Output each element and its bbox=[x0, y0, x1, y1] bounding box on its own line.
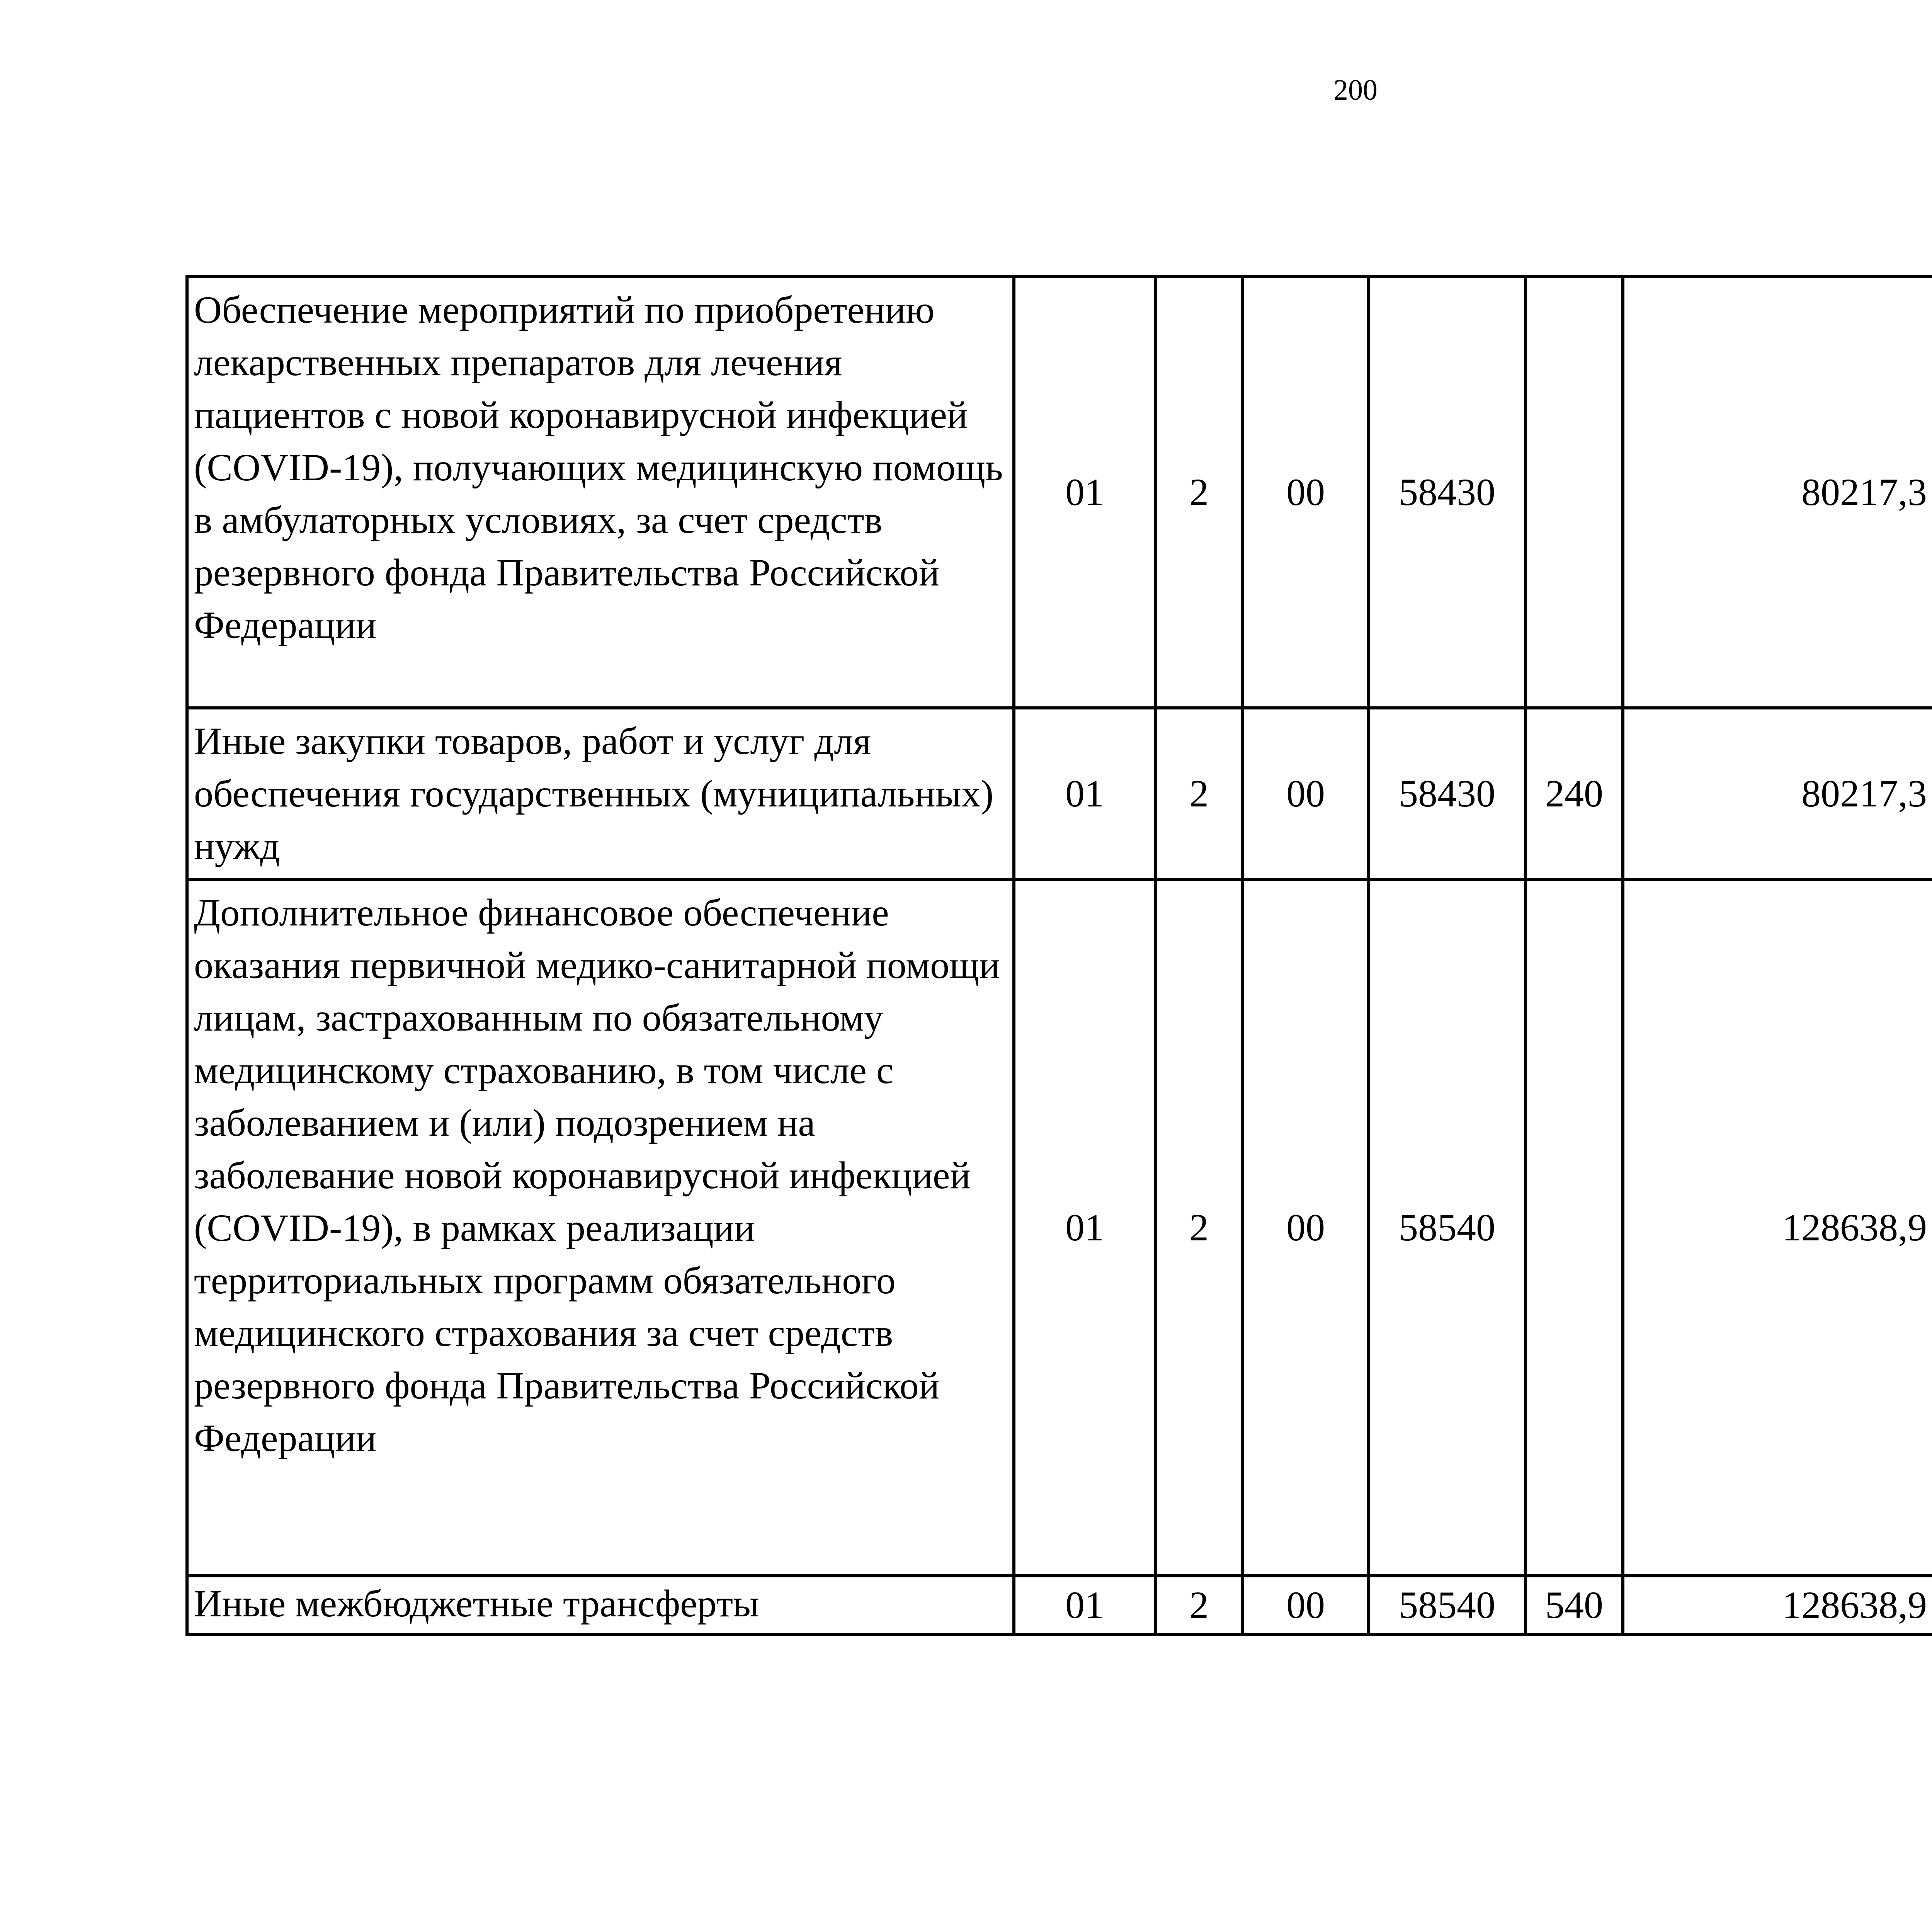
code-direction: 58540 bbox=[1369, 1576, 1526, 1635]
code-subprogram: 2 bbox=[1155, 879, 1243, 1576]
code-expense-type bbox=[1526, 277, 1623, 708]
code-subprogram: 2 bbox=[1155, 708, 1243, 879]
code-subprogram: 2 bbox=[1155, 277, 1243, 708]
amount-cell: 80217,3 bbox=[1623, 708, 1932, 879]
code-event: 00 bbox=[1243, 1576, 1369, 1635]
amount-cell: 80217,3 bbox=[1623, 277, 1932, 708]
page-number: 200 bbox=[1333, 74, 1378, 106]
code-subprogram: 2 bbox=[1155, 1576, 1243, 1635]
budget-table bbox=[185, 275, 1932, 1636]
code-event: 00 bbox=[1243, 277, 1369, 708]
amount-cell: 128638,9 bbox=[1623, 1576, 1932, 1635]
code-event: 00 bbox=[1243, 708, 1369, 879]
code-expense-type bbox=[1526, 879, 1623, 1576]
table-row bbox=[187, 708, 1932, 879]
table-row bbox=[187, 1576, 1932, 1635]
code-program: 01 bbox=[1014, 277, 1155, 708]
row-description: Обеспечение мероприятий по приобретению лекарственных препаратов для лечения пациентов с новой коронавирусной инфекцией (COVID-19), получающих медицинскую помощь в амбулаторных условиях, за счет средств резервного фонда Правительства Российской Федерации bbox=[187, 277, 1014, 708]
code-program: 01 bbox=[1014, 1576, 1155, 1635]
row-description: Иные закупки товаров, работ и услуг для обеспечения государственных (муниципальных) нужд bbox=[187, 708, 1014, 879]
table-row bbox=[187, 277, 1932, 708]
amount-cell: 128638,9 bbox=[1623, 879, 1932, 1576]
table-row bbox=[187, 879, 1932, 1576]
code-event: 00 bbox=[1243, 879, 1369, 1576]
code-direction: 58430 bbox=[1369, 708, 1526, 879]
code-direction: 58430 bbox=[1369, 277, 1526, 708]
code-program: 01 bbox=[1014, 708, 1155, 879]
row-description: Иные межбюджетные трансферты bbox=[187, 1576, 1014, 1635]
row-description: Дополнительное финансовое обеспечение оказания первичной медико-санитарной помощи лицам, застрахованным по обязательному медицинскому страхованию, в том числе с заболеванием и (или) подозрением на заболевание новой коронавирусной инфекцией (COVID-19), в рамках реализации территориальных программ обязательного медицинского страхования за счет средств резервного фонда Правительства Российской Федерации bbox=[187, 879, 1014, 1576]
code-expense-type: 240 bbox=[1526, 708, 1623, 879]
code-program: 01 bbox=[1014, 879, 1155, 1576]
code-expense-type: 540 bbox=[1526, 1576, 1623, 1635]
code-direction: 58540 bbox=[1369, 879, 1526, 1576]
